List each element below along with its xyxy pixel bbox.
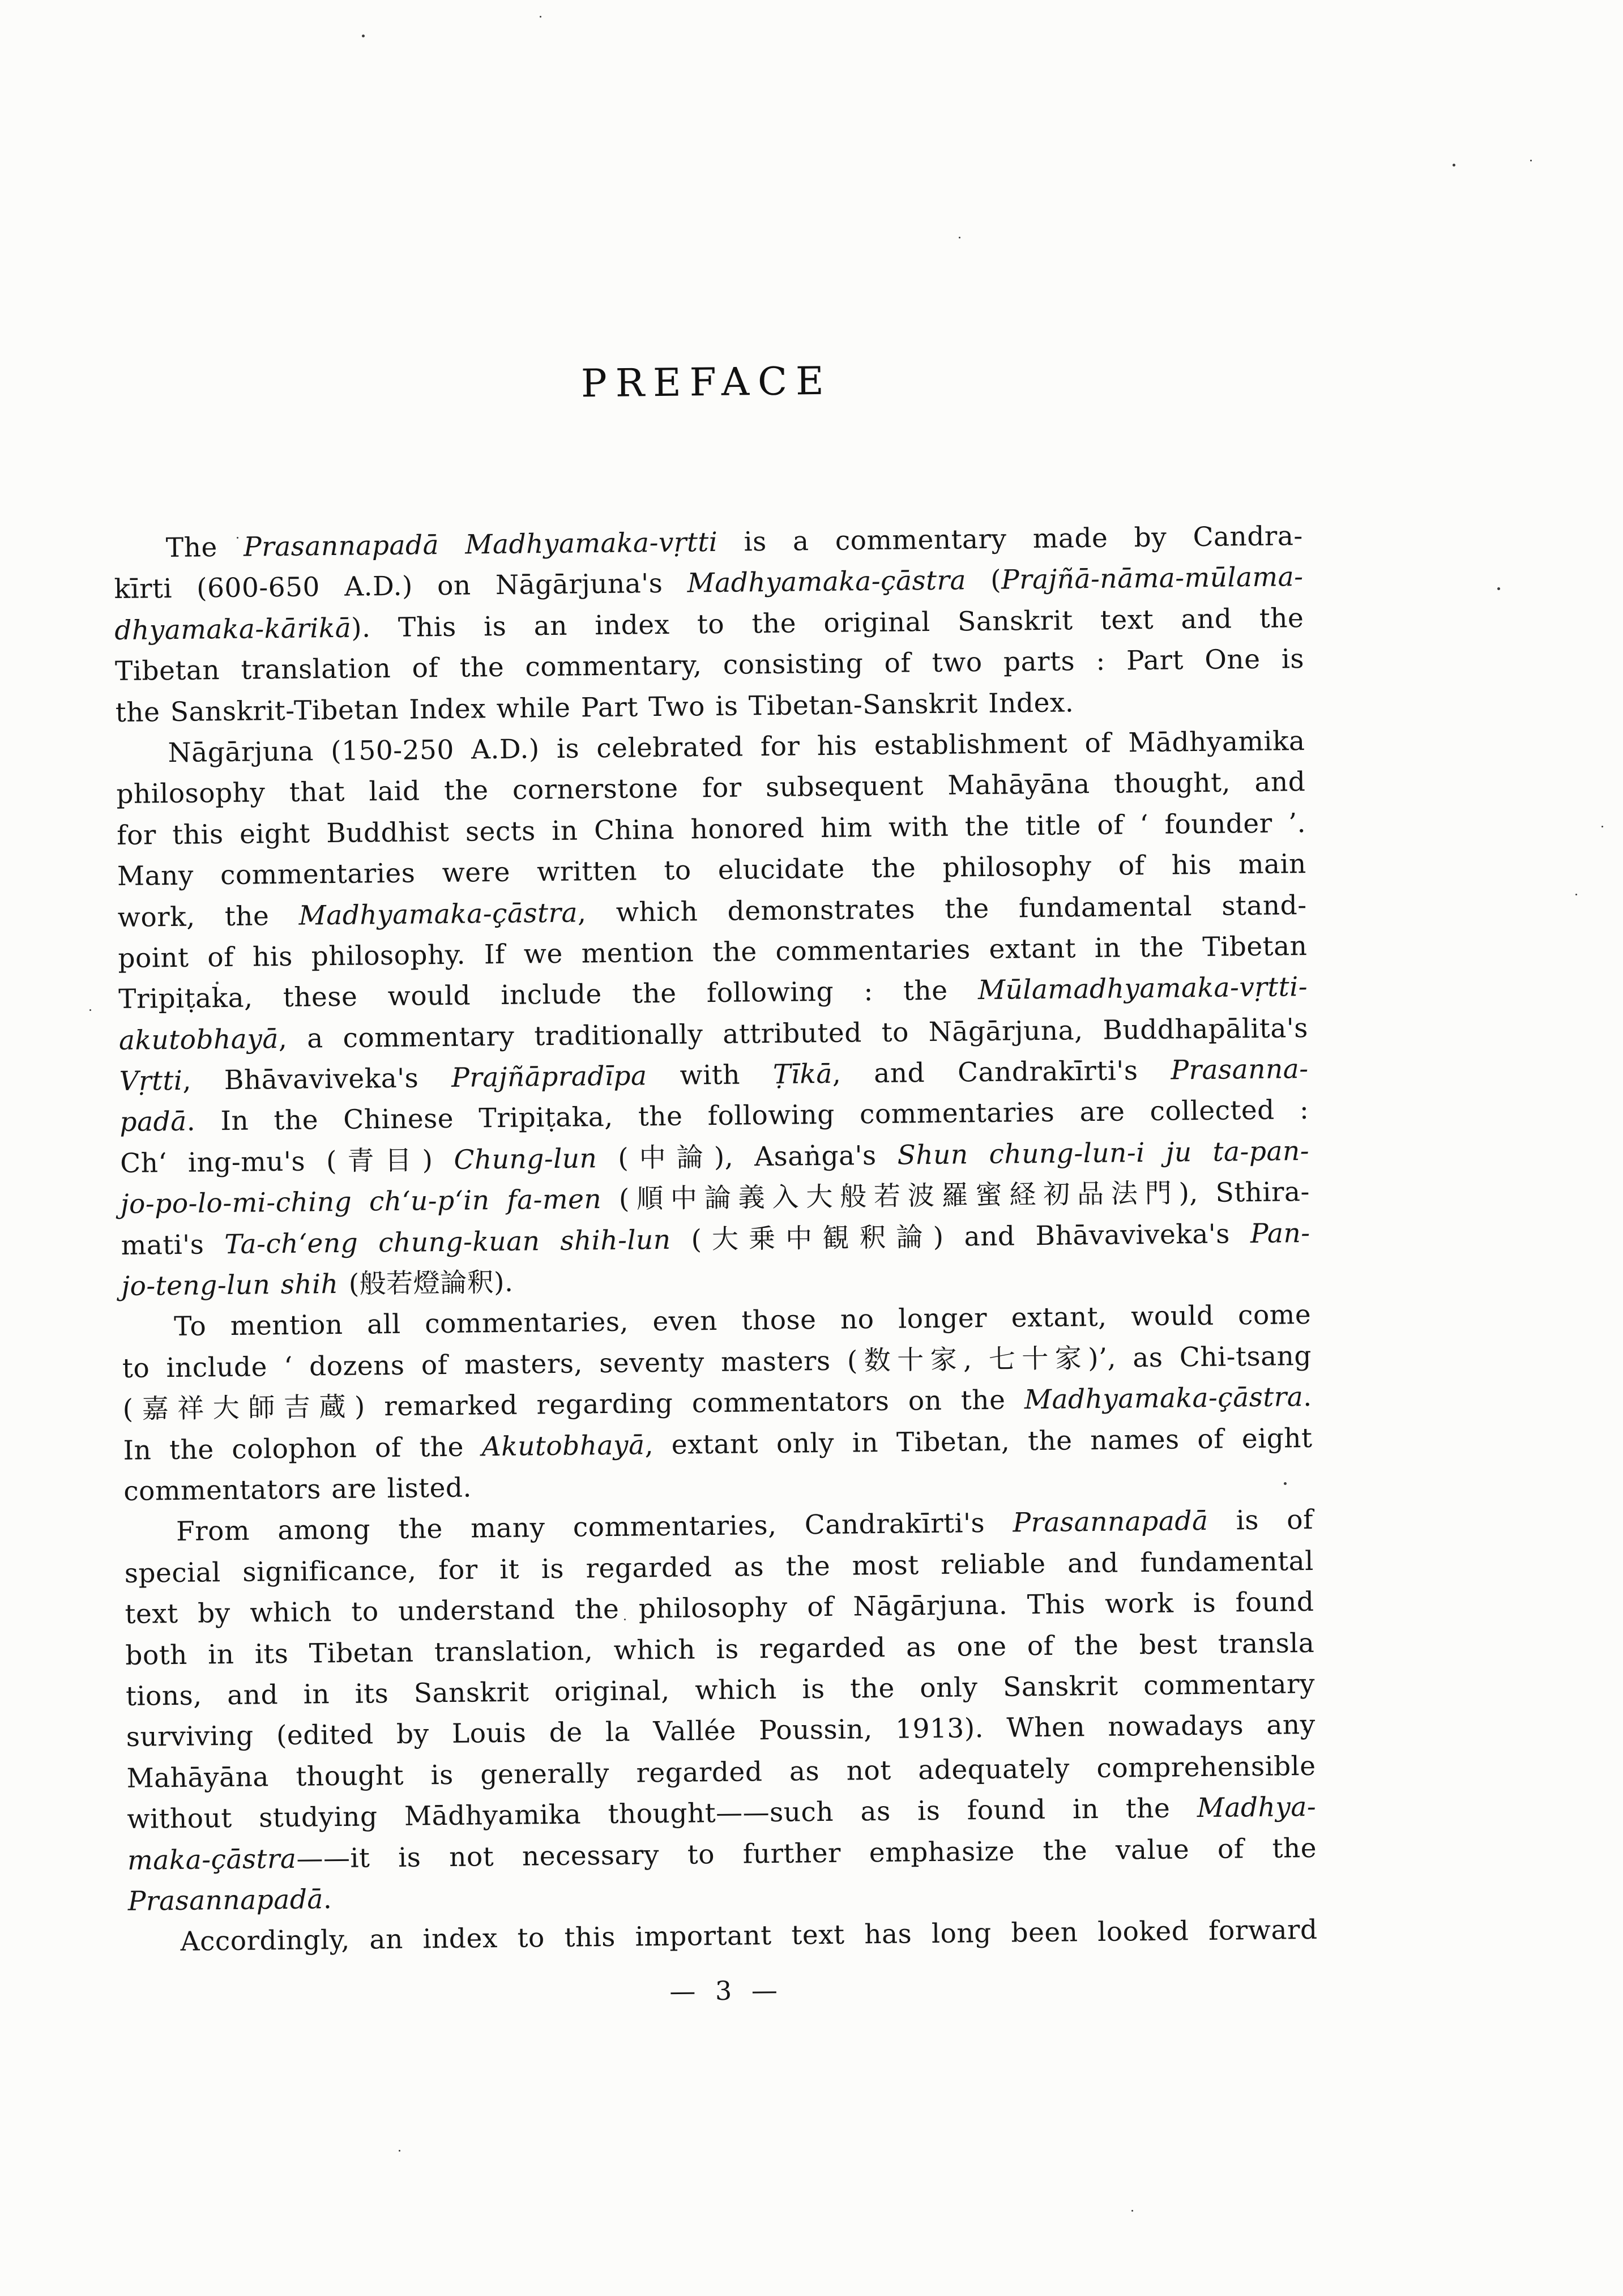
text-line: the Sanskrit-Tibetan Index while Part Two is Tibetan-Sanskrit Index.: [115, 686, 1074, 728]
text-line: Tibetan translation of the commentary, consisting of two parts : Part One is: [114, 643, 1305, 688]
text-line: Accordingly, an index to this important text has long been looked forward: [180, 1914, 1318, 1958]
text-line: dhyamaka-kārikā). This is an index to the original Sanskrit text and the: [114, 602, 1304, 646]
text-line: (嘉祥大師吉蔵) remarked regarding commentators on the Madhyamaka-çāstra.: [122, 1381, 1312, 1426]
text-line: philosophy that laid the cornerstone for subsequent Mahāyāna thought, and: [116, 766, 1306, 810]
text-line: for this eight Buddhist sects in China honored him with the title of ‘ founder ’.: [116, 807, 1306, 851]
text-line: tions, and in its Sanskrit original, which is the only Sanskrit commentary: [125, 1668, 1316, 1712]
text-line: akutobhayā, a commentary traditionally attributed to Nāgārjuna, Buddhapālita's: [118, 1012, 1309, 1056]
text-line: both in its Tibetan translation, which is regarded as one of the best transla: [125, 1627, 1315, 1671]
text-line: kīrti (600-650 A.D.) on Nāgārjuna's Madhyamaka-çāstra (Prajñā-nāma-mūlama-: [114, 561, 1304, 605]
text-line: Vṛtti, Bhāvaviveka's Prajñāpradīpa with Ṭīkā, and Candrakīrti's Prasanna-: [119, 1053, 1309, 1098]
text-line: work, the Madhyamaka-çāstra, which demonstrates the fundamental stand-: [117, 889, 1307, 933]
text-line: jo-po-lo-mi-ching ch‘u-p‘in fa-men (順中論義入大般若波羅蜜経初品法門), Sthira-: [120, 1176, 1310, 1220]
text-line: The Prasannapadā Madhyamaka-vṛtti is a commentary made by Candra-: [165, 520, 1304, 564]
text-line: From among the many commentaries, Candrakīrti's Prasannapadā is of: [176, 1504, 1314, 1548]
text-line: Ch‘ ing-mu's (青目) Chung-lun (中論), Asaṅga's Shun chung-lun-i ju ta-pan-: [119, 1135, 1310, 1179]
scan-content-block: [108, 0, 1321, 2296]
scan-noise-speckles: [0, 0, 2, 2]
text-line: Nāgārjuna (150-250 A.D.) is celebrated for his establishment of Mādhyamika: [168, 725, 1305, 769]
text-line: maka-çāstra——it is not necessary to further emphasize the value of the: [127, 1832, 1317, 1876]
text-line: without studying Mādhyamika thought——such as is found in the Madhya-: [127, 1791, 1317, 1836]
text-line: jo-teng-lun shih (般若燈論釈).: [121, 1266, 514, 1303]
text-line: Many commentaries were written to elucidate the philosophy of his main: [117, 848, 1307, 893]
text-line: padā. In the Chinese Tripiṭaka, the following commentaries are collected :: [119, 1094, 1309, 1138]
page-body: [113, 516, 1317, 1964]
text-line: surviving (edited by Louis de la Vallée Poussin, 1913). When nowadays any: [126, 1709, 1316, 1753]
text-line: Mahāyāna thought is generally regarded as not adequately comprehensible: [126, 1750, 1316, 1794]
text-line: To mention all commentaries, even those no longer extant, would come: [173, 1299, 1312, 1343]
text-line: commentators are listed.: [123, 1472, 472, 1507]
page-number: — 3 —: [669, 1974, 778, 2007]
text-line: Tripiṭaka, these would include the following : the Mūlamadhyamaka-vṛtti-: [118, 971, 1308, 1015]
text-line: to include ‘ dozens of masters, seventy masters (数十家, 七十家)’, as Chi-tsang: [122, 1340, 1312, 1384]
text-line: mati's Ta-ch‘eng chung-kuan shih-lun (大乗中観釈論) and Bhāvaviveka's Pan-: [121, 1217, 1310, 1261]
text-line: In the colophon of the Akutobhayā, extant only in Tibetan, the names of eight: [123, 1422, 1313, 1466]
text-line: Prasannapadā.: [127, 1884, 332, 1917]
text-line: point of his philosophy. If we mention the commentaries extant in the Tibetan: [118, 930, 1308, 974]
text-line: special significance, for it is regarded as the most reliable and fundamental: [124, 1545, 1314, 1589]
text-line: text by which to understand the philosophy of Nāgārjuna. This work is found: [125, 1586, 1314, 1631]
page-title: PREFACE: [580, 359, 833, 407]
